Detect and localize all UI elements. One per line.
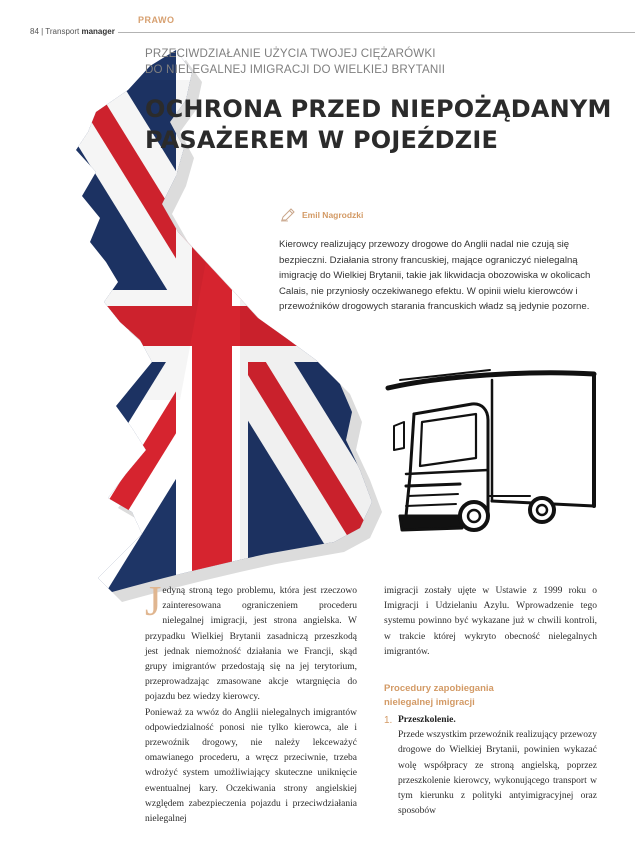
body-column-right: [384, 584, 597, 819]
header-rule: [118, 32, 635, 33]
article-title: [145, 94, 615, 156]
pen-icon: [280, 208, 296, 222]
subheading-line-2: nielegalnej imigracji: [384, 696, 475, 708]
kicker-line-2: DO NIELEGALNEJ IMIGRACJI DO WIELKIEJ BRYTANII: [145, 63, 446, 76]
publication-name: [45, 27, 115, 36]
dropcap: J: [145, 579, 162, 625]
title-line-2: PASAŻEREM W POJEŹDZIE: [145, 126, 499, 154]
list-number: 1.: [384, 715, 393, 727]
section-label: PRAWO: [138, 15, 175, 25]
body-column-left: [145, 579, 357, 827]
list-item: [384, 713, 597, 728]
page-separator: |: [41, 27, 44, 36]
publication-bold: manager: [81, 27, 115, 36]
subheading-line-1: Procedury zapobiegania: [384, 683, 494, 695]
body-paragraph-1-text: edyną stroną tego problemu, która jest rzeczowo zainteresowana ograniczeniem procederu nielegalnej imigracji, jest strona angielska. W przypadku Wielkiej Brytanii zasadniczą przeszkodą jest jednak niemożność działania we Francji, skąd grupy imigrantów przedostają się na jej terytorium, przeprowadzając zmasowane akcje wtargnięcia do pojazdu bez wiedzy kierowcy.: [145, 586, 357, 703]
list-item-text: Przede wszystkim przewoźnik realizujący przewozy drogowe do Wielkiej Brytanii, powinien wykazać wolę współpracy ze stroną angielską, poprzez przeszkolenie kierowcy, wykonującego transport w tym kierunku z polityki antyimigracyjnej oraz sposobów: [398, 730, 597, 817]
article-kicker: [145, 46, 615, 78]
list-title: Przeszkolenie.: [398, 715, 456, 726]
section-subheading: [384, 682, 597, 709]
truck-illustration: [380, 366, 602, 544]
byline: [280, 208, 363, 222]
body-paragraph-1: [145, 579, 357, 706]
page-number: 84: [30, 27, 39, 36]
author-name: Emil Nagrodzki: [302, 210, 364, 220]
title-line-1: OCHRONA PRZED NIEPOŻĄDANYM: [145, 95, 612, 123]
publication-regular: Transport: [45, 27, 80, 36]
kicker-line-1: PRZECIWDZIAŁANIE UŻYCIA TWOJEJ CIĘŻARÓWKI: [145, 47, 436, 60]
body-paragraph-3: imigracji zostały ujęte w Ustawie z 1999 roku o Imigracji i Udzielaniu Azylu. Wprowadzenie tego systemu powinno być wykazane już w chwili kontroli, w trakcie której wykryto obecność nielegalnych imigrantów.: [384, 586, 597, 657]
article-lead: Kierowcy realizujący przewozy drogowe do Anglii nadal nie czują się bezpieczni. Działania strony francuskiej, mające ograniczyć nielegalną imigrację do Wielkiej Brytanii, takie jak likwidacja obozowiska w okolicach Calais, nie przyniosły oczekiwanego efektu. W opinii wielu kierowców i przewoźników drogowych starania francuskich władz są jedynie pozorne.: [279, 239, 591, 313]
page-number-line: [30, 27, 115, 36]
body-paragraph-2: Ponieważ za wwóz do Anglii nielegalnych imigrantów odpowiedzialność ponosi nie tylko kierowca, ale i przewoźnik drogowy, nie należy lekceważyć omawianego procederu, a wręcz przeciwnie, trzeba wdrożyć system umożliwiający skuteczne uniknięcie ewentualnej kary. Oczekiwania strony angielskiej względem zabezpieczenia pojazdu i przeciwdziałania nielegalnej: [145, 707, 357, 825]
